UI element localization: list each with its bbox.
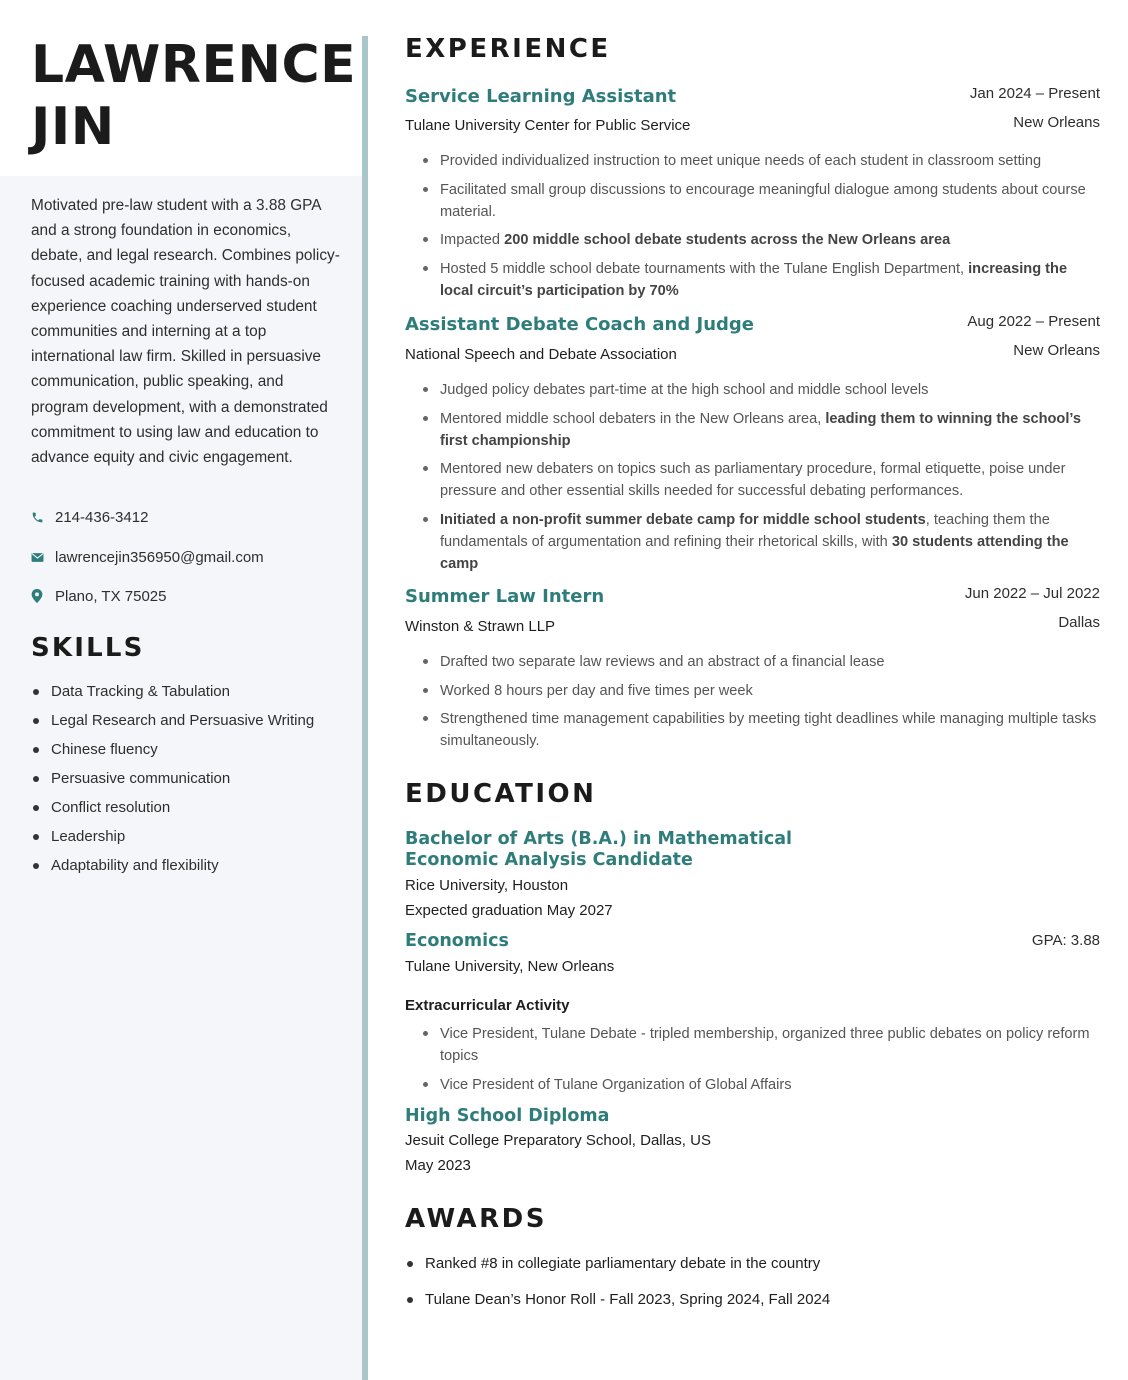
skill-item: Persuasive communication: [31, 767, 351, 796]
degree-school: Jesuit College Preparatory School, Dallas, US: [405, 1132, 711, 1149]
job-bullets: [420, 150, 1098, 308]
job-dates: Jan 2024 – Present: [969, 85, 1100, 102]
job-bullet: Mentored new debaters on topics such as parliamentary procedure, formal etiquette, poise under pressure and other essential skills needed for successful debating performances.: [420, 458, 1098, 502]
job-location: New Orleans: [1013, 342, 1100, 359]
education-heading: EDUCATION: [405, 779, 597, 809]
award-item: Ranked #8 in collegiate parliamentary debate in the country: [405, 1252, 1105, 1288]
job-location: New Orleans: [1013, 114, 1100, 131]
degree-gpa: GPA: 3.88: [1031, 932, 1100, 949]
job-dates: Aug 2022 – Present: [967, 313, 1100, 330]
activity-item: Vice President of Tulane Organization of Global Affairs: [420, 1074, 1098, 1096]
skills-heading: SKILLS: [31, 633, 145, 663]
job-title: Summer Law Intern: [405, 586, 605, 607]
job-bullet: Judged policy debates part-time at the high school and middle school levels: [420, 379, 1098, 401]
skill-item: Leadership: [31, 825, 351, 854]
contact-location: [31, 585, 351, 607]
job-organization: National Speech and Debate Association: [405, 346, 677, 363]
job-bullet: Initiated a non-profit summer debate camp for middle school students, teaching them the fundamentals of argumentation and refining their rhetorical skills, with 30 students attending the camp: [420, 509, 1098, 575]
awards-list: [405, 1252, 1105, 1324]
degree-school: Rice University, Houston: [405, 877, 569, 894]
job-bullet: Provided individualized instruction to meet unique needs of each student in classroom setting: [420, 150, 1098, 172]
skills-list: [31, 680, 351, 883]
skill-item: Adaptability and flexibility: [31, 854, 351, 883]
phone-icon: [31, 509, 51, 525]
degree-title: Bachelor of Arts (B.A.) in Mathematical Economic Analysis Candidate: [405, 829, 793, 870]
skill-item: Legal Research and Persuasive Writing: [31, 709, 351, 738]
experience-heading: EXPERIENCE: [405, 34, 611, 64]
job-bullet: Worked 8 hours per day and five times per week: [420, 680, 1098, 702]
activity-list: [420, 1023, 1098, 1102]
degree-school: Tulane University, New Orleans: [405, 958, 615, 975]
job-bullet: Impacted 200 middle school debate students across the New Orleans area: [420, 229, 1098, 251]
degree-title: High School Diploma: [405, 1106, 610, 1126]
job-organization: Tulane University Center for Public Service: [405, 117, 691, 134]
skill-item: Conflict resolution: [31, 796, 351, 825]
degree-title: Economics: [405, 931, 509, 951]
activity-item: Vice President, Tulane Debate - tripled membership, organized three public debates on policy reform topics: [420, 1023, 1098, 1067]
job-title: Service Learning Assistant: [405, 86, 677, 107]
profile-summary: Motivated pre-law student with a 3.88 GPA and a strong foundation in economics, debate, and legal research. Combines policy-focused academic training with hands-on experience coaching underserved student communities and interning at a top international law firm. Skilled in persuasive communication, public speaking, and program development, with a demonstrated commitment to using law and education to advance equity and civic engagement.: [31, 197, 340, 467]
job-bullet: Drafted two separate law reviews and an abstract of a financial lease: [420, 651, 1098, 673]
skill-item: Data Tracking & Tabulation: [31, 680, 351, 709]
envelope-icon: [31, 549, 51, 565]
award-item: Tulane Dean’s Honor Roll - Fall 2023, Spring 2024, Fall 2024: [405, 1288, 1105, 1324]
phone-text: 214-436-3412: [55, 508, 149, 526]
job-bullet: Strengthened time management capabilities by meeting tight deadlines while managing multiple tasks simultaneously.: [420, 708, 1098, 752]
job-bullet: Hosted 5 middle school debate tournaments with the Tulane English Department, increasing the local circuit’s participation by 70%: [420, 258, 1098, 302]
last-name: JIN: [31, 97, 115, 157]
degree-date: May 2023: [405, 1157, 471, 1174]
contact-email[interactable]: [31, 546, 351, 568]
location-text: Plano, TX 75025: [55, 587, 167, 605]
job-title: Assistant Debate Coach and Judge: [405, 314, 755, 335]
job-location: Dallas: [1058, 614, 1100, 631]
email-text: lawrencejin356950@gmail.com: [55, 548, 264, 566]
job-bullet: Mentored middle school debaters in the New Orleans area, leading them to winning the school’s first championship: [420, 408, 1098, 452]
skill-item: Chinese fluency: [31, 738, 351, 767]
degree-note: Expected graduation May 2027: [405, 902, 613, 919]
column-divider: [362, 36, 368, 1380]
contact-phone[interactable]: [31, 506, 351, 528]
job-bullets: [420, 379, 1098, 581]
job-bullet: Facilitated small group discussions to encourage meaningful dialogue among students about course material.: [420, 179, 1098, 223]
job-bullets: [420, 651, 1098, 759]
awards-heading: AWARDS: [405, 1204, 547, 1234]
job-organization: Winston & Strawn LLP: [405, 618, 556, 635]
first-name: LAWRENCE: [31, 35, 357, 95]
candidate-name: [31, 34, 357, 158]
job-dates: Jun 2022 – Jul 2022: [964, 585, 1100, 602]
activity-heading: Extracurricular Activity: [405, 997, 570, 1014]
map-pin-icon: [31, 588, 51, 604]
